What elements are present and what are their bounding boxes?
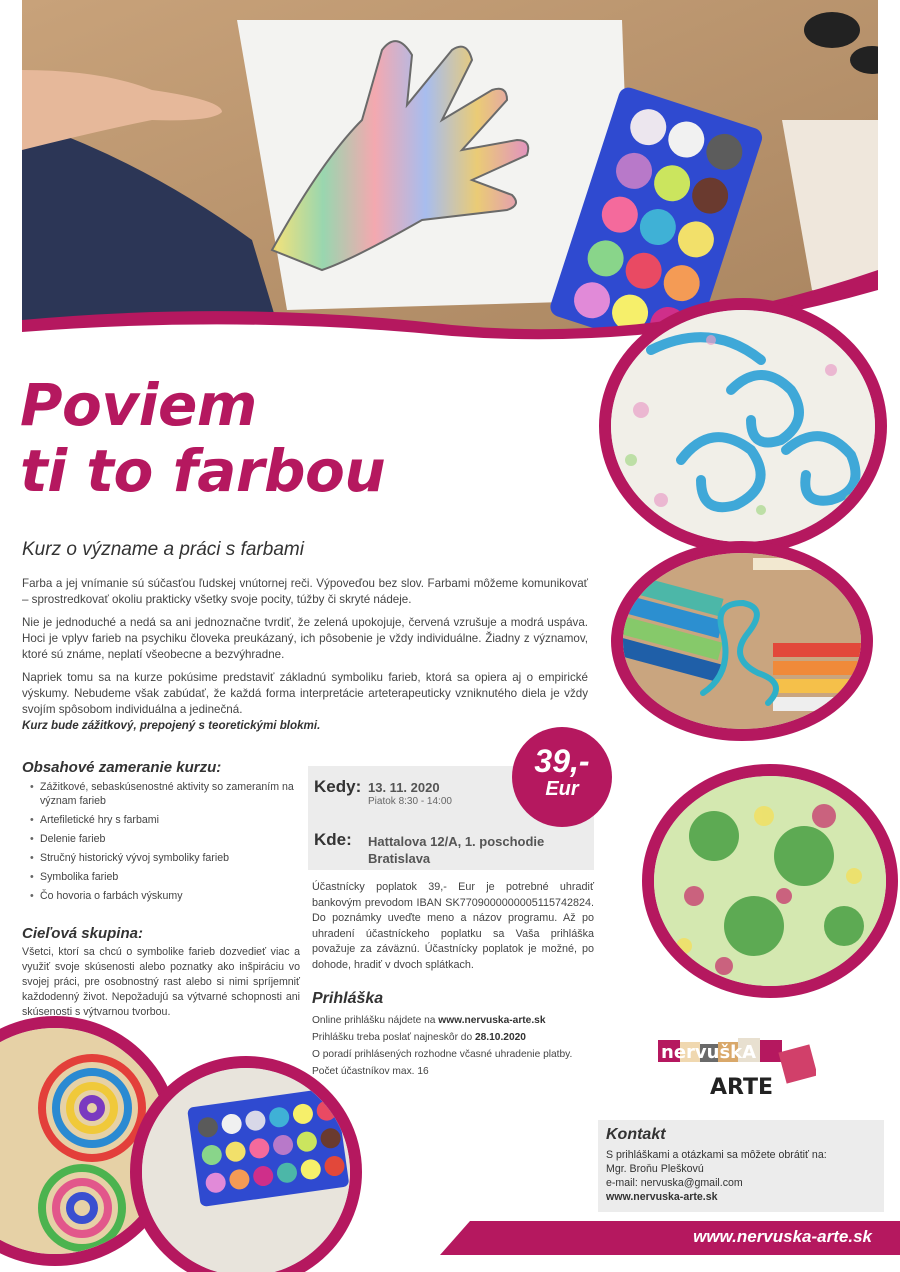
topics-heading: Obsahové zameranie kurzu: bbox=[22, 759, 222, 776]
nervuska-arte-logo bbox=[658, 1034, 816, 1100]
list-item: • Zážitkové, sebaskúsenostné aktivity so zameraním na význam farieb bbox=[22, 780, 302, 808]
target-text: Všetci, ktorí sa chcú o symbolike farieb dozvedieť viac a využiť svoje skúsenosti alebo poznatky ako inšpiráciu vo svojej práci, pre osobnostný rast alebo si nimi spríjemniť každodenný život. Nepožadujú sa výtvarné schopnosti ani skúsenosti s výtvarnou tvorbou. bbox=[22, 946, 300, 1018]
list-item: • Artefiletické hry s farbami bbox=[22, 813, 302, 827]
intro-paragraph-1: Farba a jej vnímanie sú súčasťou ľudskej vnútornej reči. Výpoveďou bez slov. Farbami môžeme komunikovať – sprostredkovať okoliu prakticky všetky svoje pocity, túžby či skryté nádeje. bbox=[22, 577, 588, 606]
logo-top-text: nervuškA bbox=[661, 1042, 757, 1063]
where-label: Kde: bbox=[314, 830, 352, 849]
contact-name: Mgr. Broňu Pleškovú bbox=[606, 1163, 704, 1175]
when-label: Kedy: bbox=[314, 777, 362, 796]
event-time: Piatok 8:30 - 14:00 bbox=[368, 796, 452, 807]
registration-line-4: Počet účastníkov max. 16 bbox=[312, 1066, 429, 1077]
intro-paragraph-3: Napriek tomu sa na kurze pokúsime predstaviť základnú symboliku farieb, ktorá sa opiera aj o empirické výskumy. Nebudeme však zabúdať, že každá forma interpretácie arteterapeuticky vzniknutého diela je vždy svojím spôsobom individuálna a jedinečná. bbox=[22, 671, 588, 716]
list-item: • Delenie farieb bbox=[22, 832, 302, 846]
page-subtitle: Kurz o význame a práci s farbami bbox=[22, 539, 304, 560]
price-currency: Eur bbox=[545, 778, 579, 800]
photo-green-abstract bbox=[642, 764, 898, 998]
contact-email[interactable]: e-mail: nervuska@gmail.com bbox=[606, 1177, 743, 1189]
hero-photo-painted-hand bbox=[22, 0, 878, 340]
list-item: • Čo hovoria o farbách výskumy bbox=[22, 889, 302, 903]
list-item: • Stručný historický vývoj symboliky farieb bbox=[22, 851, 302, 865]
contact-intro: S prihláškami a otázkami sa môžete obrátiť na: bbox=[606, 1149, 827, 1161]
address-line-2: Bratislava bbox=[368, 851, 431, 866]
intro-paragraph-4: Kurz bude zážitkový, prepojený s teoretickými blokmi. bbox=[22, 719, 321, 732]
contact-heading: Kontakt bbox=[606, 1126, 666, 1143]
address-line-1: Hattalova 12/A, 1. poschodie bbox=[368, 834, 545, 849]
registration-line-2-text: Prihlášku treba poslať najneskôr do bbox=[312, 1032, 475, 1043]
photo-paper-strips-yarn bbox=[611, 541, 873, 741]
intro-paragraph-2: Nie je jednoduché a nedá sa ani jednoznačne tvrdiť, že zelená upokojuje, červená vzrušuje a modrá uspáva. Hoci je vplyv farieb na psychiku človeka preukázaný, ich pôsobenie je vždy individuálne. Žiadny z významov, ktoré sú známe, neplatí všeobecne a bezvýhradne. bbox=[22, 616, 588, 661]
photo-blue-spirals bbox=[599, 298, 887, 554]
contact-web-link[interactable]: www.nervuska-arte.sk bbox=[606, 1191, 718, 1203]
title-line-1: Poviem bbox=[20, 371, 257, 439]
registration-deadline: 28.10.2020 bbox=[474, 1032, 526, 1043]
registration-heading: Prihláška bbox=[312, 990, 384, 1007]
contact-info bbox=[606, 1148, 881, 1204]
registration-line-2 bbox=[312, 1029, 612, 1046]
footer-url-link[interactable]: www.nervuska-arte.sk bbox=[693, 1227, 872, 1246]
event-date: 13. 11. 2020 bbox=[368, 780, 440, 795]
fee-text: Účastnícky poplatok 39,- Eur je potrebné uhradiť bankovým prevodom IBAN SK7709000000005115742824. Do poznámky uveďte meno a názov programu. Až po uhradení účastníckeho poplatku sa Vaša prihláška považuje za záväznú. Účastnícky poplatok je možné, po dohode, hradiť v dvoch splátkach. bbox=[312, 881, 594, 971]
target-heading: Cieľová skupina: bbox=[22, 925, 143, 942]
registration-line-3: O poradí prihlásených rozhodne včasné uhradenie platby. bbox=[312, 1049, 573, 1060]
topics-list bbox=[22, 780, 302, 908]
registration-url-link[interactable]: www.nervuska-arte.sk bbox=[438, 1015, 546, 1026]
list-item: • Symbolika farieb bbox=[22, 870, 302, 884]
title-line-2: ti to farbou bbox=[20, 437, 386, 505]
price-amount: 39,- bbox=[534, 743, 590, 779]
price-badge bbox=[512, 727, 612, 827]
logo-bottom-text: ARTE bbox=[710, 1075, 774, 1100]
event-address bbox=[368, 833, 544, 867]
page-title bbox=[20, 372, 500, 504]
registration-info bbox=[312, 1012, 612, 1080]
registration-line-1-text: Online prihlášku nájdete na bbox=[312, 1015, 439, 1026]
registration-line-1 bbox=[312, 1012, 612, 1029]
